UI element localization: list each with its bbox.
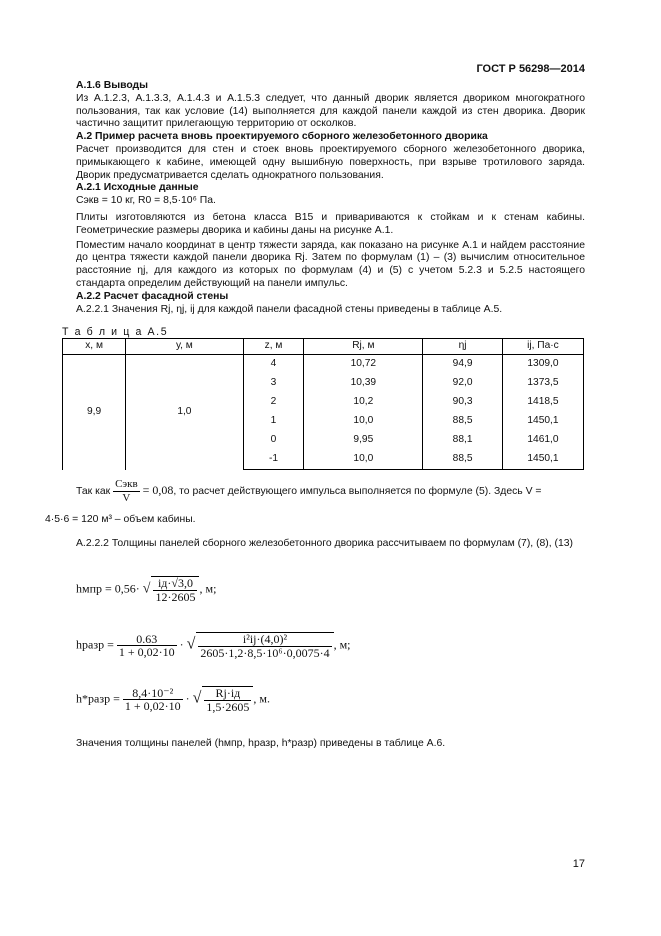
f1-denominator: 12·2605 [155, 589, 196, 604]
cell-i: 1450,1 [502, 412, 583, 431]
final-line: Значения толщины панелей (hмпр, hразр, h*разр) приведены в таблице А.6. [76, 738, 446, 749]
f1-coef: = 0,56· [105, 581, 140, 596]
table-a5 [62, 338, 584, 470]
f2-root-numerator: i²ij·(4,0)² [198, 633, 331, 647]
f3-sqrt [202, 686, 253, 714]
ratio-denominator: V [122, 491, 131, 504]
cell-eta: 88,1 [423, 431, 503, 450]
cell-r: 10,72 [304, 355, 423, 375]
cell-z: 1 [243, 412, 304, 431]
cell-z: 0 [243, 431, 304, 450]
ratio-post: , то расчет действующего импульса выполняется по формуле (5). Здесь V = [173, 486, 542, 498]
cell-eta: 90,3 [423, 393, 503, 412]
f2-root-denominator: 2605·1,2·8,5·10⁶·0,0075·4 [200, 645, 330, 660]
cell-i: 1373,5 [502, 374, 583, 393]
cell-r: 10,39 [304, 374, 423, 393]
f3-root-denominator: 1,5·2605 [206, 699, 250, 714]
cell-x: 9,9 [63, 355, 126, 470]
table-header-row [63, 339, 584, 355]
f2-denominator: 1 + 0,02·10 [118, 645, 175, 660]
f3-denominator: 1 + 0,02·10 [124, 699, 181, 714]
para-a21-p1: Плиты изготовляются из бетона класса В15 и привариваются к стойкам и к стенам кабины. Геометрические размеры дворика и кабины даны на рисунке А.1. [76, 211, 585, 236]
cell-z: 4 [243, 355, 304, 375]
f3-lhs: h*разр [76, 691, 111, 706]
cell-z: 3 [243, 374, 304, 393]
f2-root-fraction [198, 633, 331, 660]
cell-i: 1461,0 [502, 431, 583, 450]
cell-i: 1309,0 [502, 355, 583, 375]
cell-r: 9,95 [304, 431, 423, 450]
cell-r: 10,2 [304, 393, 423, 412]
cell-y: 1,0 [126, 355, 243, 470]
formula-3: h*разр = $\frac{\text{8,4·10⁻²}}{1 + 0,02\cdot 10}$ · √ $\frac{Rj\cdot iд}{1,5\cdot 2605}$ , м. [76, 685, 270, 714]
para-a21-p2: Поместим начало координат в центр тяжести заряда, как показано на рисунке А.1 и найдем расстояние до центра тяжести каждой панели дворика Rj. Затем по формулам (1) – (3) вычислим относительное расстояние ηj, для каждого из которых по формулам (4) и (5) с учетом 5.2.3 и 5.2.5 настоящего стандарта определим действующий на панели импульс. [76, 239, 585, 289]
formula-1 [76, 576, 216, 604]
section-title-a2: А.2 Пример расчета вновь проектируемого сборного железобетонного дворика [76, 131, 488, 143]
cell-eta: 88,5 [423, 450, 503, 470]
cell-i: 1418,5 [502, 393, 583, 412]
col-header-z: z, м [243, 339, 304, 355]
col-header-r: Rj, м [304, 339, 423, 355]
col-header-x: х, м [63, 339, 126, 355]
cell-z: -1 [243, 450, 304, 470]
formula-2: hразр = $\frac{0.63}{1 + 0,02\cdot 10}$ · √ $\frac{\text{i²ij·(4,0)²}}{\text{2605·1,2·8,5·10⁶·0,0075·4}}$ , м; [76, 631, 351, 660]
para-a21-data: Cэкв = 10 кг, R0 = 8,5·10⁶ Па. [76, 195, 216, 207]
para-a2: Расчет производится для стен и стоек вновь проектируемого сборного железобетонного дворика, примыкающего к кабине, имеющей одну вышибную поверхность, при взрыве тротилового заряда. Дворик предусматривается сделать однократного пользования. [76, 143, 585, 181]
f2-fraction [117, 633, 177, 660]
f2-tail: , м; [333, 637, 351, 652]
f1-fraction [153, 577, 197, 604]
doc-header: ГОСТ Р 56298—2014 [476, 63, 585, 75]
body-text [76, 80, 585, 316]
section-title-a16: А.1.6 Выводы [76, 80, 149, 91]
f1-sqrt [151, 576, 199, 604]
table-caption: Т а б л и ц а А.5 [62, 326, 169, 338]
ratio-pre: Так как [76, 486, 111, 498]
radical-icon: √ [142, 581, 151, 597]
cell-eta: 88,5 [423, 412, 503, 431]
page-number: 17 [572, 858, 585, 870]
cell-i: 1450,1 [502, 450, 583, 470]
ratio-value: = 0,08 [142, 483, 174, 498]
cell-eta: 94,9 [423, 355, 503, 375]
f2-lhs: hразр [76, 637, 105, 652]
cell-r: 10,0 [304, 412, 423, 431]
f3-root-numerator: Rj·iд [204, 687, 251, 701]
f3-tail: , м. [253, 691, 270, 706]
f1-tail: , м; [199, 581, 217, 596]
para-a222: А.2.2.2 Толщины панелей сборного железобетонного дворика рассчитываем по формулам (7), (8), (13) [76, 538, 574, 549]
f1-numerator: iд·√3,0 [153, 577, 197, 591]
col-header-eta: ηj [423, 339, 503, 355]
f2-sqrt [196, 632, 333, 660]
volume-line: 4·5·6 = 120 м³ – объем кабины. [45, 514, 196, 525]
f3-fraction [123, 687, 183, 714]
cell-z: 2 [243, 393, 304, 412]
cell-eta: 92,0 [423, 374, 503, 393]
section-title-a22: А.2.2 Расчет фасадной стены [76, 290, 229, 302]
col-header-i: ij, Па·с [502, 339, 583, 355]
radical-icon: √ [192, 689, 202, 707]
f3-numerator: 8,4·10⁻² [123, 687, 183, 701]
f3-root-fraction [204, 687, 251, 714]
section-title-a21: А.2.1 Исходные данные [76, 182, 199, 194]
f1-lhs: hмпр [76, 581, 103, 596]
para-a16: Из А.1.2.3, А.1.3.3, А.1.4.3 и А.1.5.3 следует, что данный дворик является двориком многократного пользования, так как условие (14) выполняется для каждой панели каждой из стен дворика. Дворик частично защитит прилегающую территорию от осколков. [76, 92, 585, 130]
f2-numerator: 0.63 [117, 633, 177, 647]
ratio-line [76, 478, 542, 505]
para-a221: А.2.2.1 Значения Rj, ηj, ij для каждой панели фасадной стены приведены в таблице А.5. [76, 303, 503, 315]
cell-r: 10,0 [304, 450, 423, 470]
col-header-y: у, м [126, 339, 243, 355]
ratio-fraction [113, 478, 140, 505]
radical-icon: √ [186, 635, 196, 653]
table-row [63, 355, 584, 375]
ratio-numerator: Cэкв [115, 478, 138, 490]
